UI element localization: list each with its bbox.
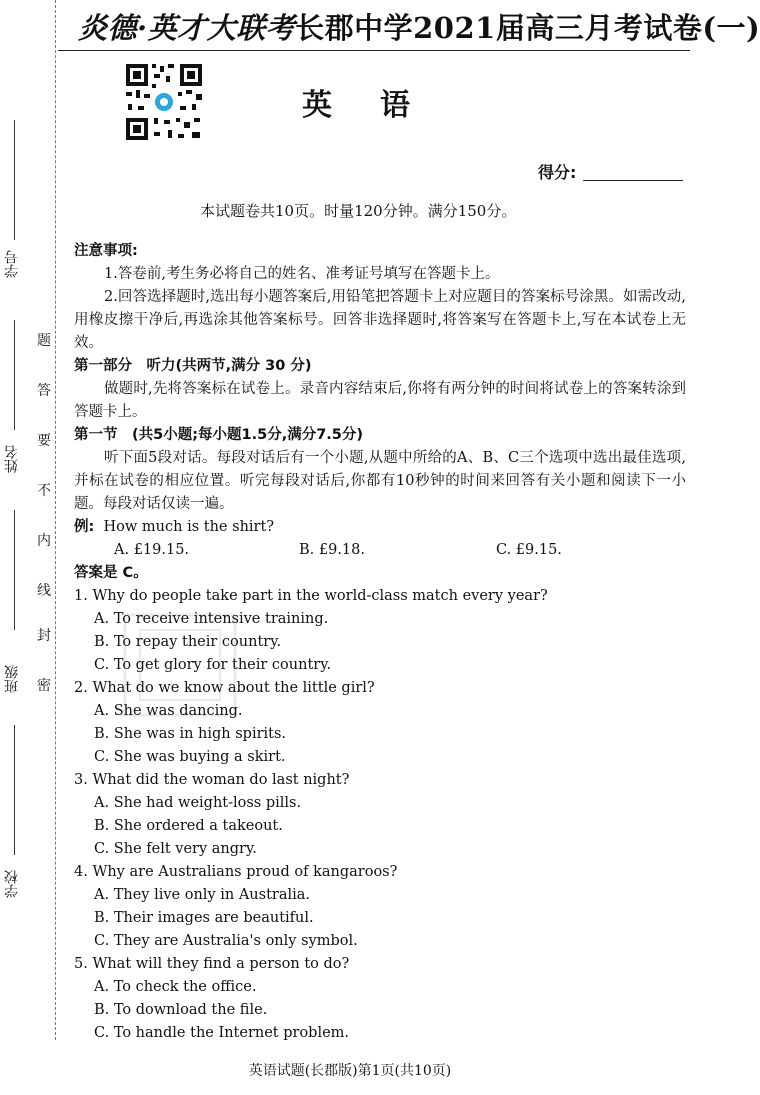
question-text: 4. Why are Australians proud of kangaroos? [74,864,398,880]
notice-title: 注意事项: [74,243,138,259]
question-block [74,769,686,861]
option: A. £19.15. [114,542,190,558]
part1-instruction: 做题时,先将答案标在试卷上。录音内容结束后,你将有两分钟的时间将试卷上的答案转涂到答题卡上。 [74,381,686,420]
school-line [14,725,15,855]
seal-char: 密 [37,678,51,694]
student-id-label: 学号 [4,250,20,278]
option: A. To receive intensive training. [94,611,329,627]
name-label: 姓名 [4,445,20,473]
seal-char: 要 [37,433,51,449]
option: A. She had weight-loss pills. [94,795,302,811]
option: C. She felt very angry. [94,841,257,857]
seal-char: 线 [37,583,51,599]
qr-code-icon [124,62,204,142]
exam-header [78,6,760,46]
option: B. She was in high spirits. [94,726,287,742]
option: A. She was dancing. [94,703,243,719]
binding-dotted-line [55,0,56,1040]
section1-title: 第一节 (共5小题;每小题1.5分,满分7.5分) [74,427,364,443]
section1-instruction: 听下面5段对话。每段对话后有一个小题,从题中所给的A、B、C三个选项中选出最佳选项,并标在试卷的相应位置。听完每段对话后,你都有10秒钟的时间来回答有关小题和阅读下一小题。每段对话仅读一遍。 [74,450,686,512]
exam-body [74,240,686,1045]
option: B. To download the file. [94,1002,268,1018]
option: B. Their images are beautiful. [94,910,314,926]
example-text: How much is the shirt? [103,519,275,535]
exam-title: 长郡中学2021届高三月考试卷(一) [295,11,760,45]
exam-intro: 本试题卷共10页。时量120分钟。满分150分。 [200,202,517,220]
name-line [14,320,15,430]
option: B. To repay their country. [94,634,282,650]
part1-title: 第一部分 听力(共两节,满分 30 分) [74,358,312,374]
question-text: 2. What do we know about the little girl? [74,680,375,696]
question-text: 3. What did the woman do last night? [74,772,350,788]
seal-char: 不 [37,483,51,499]
question-block [74,585,686,677]
example-options [74,539,686,562]
example-answer: 答案是 C。 [74,565,148,581]
student-id-line [14,120,15,240]
school-label: 学校 [4,870,20,898]
question-block [74,861,686,953]
seal-char: 封 [37,628,51,644]
notice-item: 1.答卷前,考生务必将自己的姓名、准考证号填写在答题卡上。 [104,266,500,282]
page-footer: 英语试题(长郡版)第1页(共10页) [248,1063,452,1079]
notice-item: 2.回答选择题时,选出每小题答案后,用铅笔把答题卡上对应题目的答案标号涂黑。如需改动,用橡皮擦干净后,再选涂其他答案标号。回答非选择题时,将答案写在答题卡上,写在本试卷上无效。 [74,289,686,351]
option: A. To check the office. [94,979,257,995]
option: C. £9.15. [496,542,562,558]
class-line [14,510,15,630]
class-label: 班级 [4,665,20,693]
subject-title: 英语 [302,88,458,123]
seal-char: 答 [37,383,51,399]
seal-char: 题 [37,333,51,349]
option: C. They are Australia's only symbol. [94,933,358,949]
option: C. To handle the Internet problem. [94,1025,350,1041]
option: A. They live only in Australia. [94,887,311,903]
option: C. To get glory for their country. [94,657,332,673]
seal-char: 内 [37,533,51,549]
option: B. £9.18. [299,542,365,558]
brand-name: 炎德·英才大联考 [78,11,296,45]
question-block [74,677,686,769]
option: C. She was buying a skirt. [94,749,286,765]
option: B. She ordered a takeout. [94,818,283,834]
header-rule [58,50,690,51]
score-blank [583,180,683,181]
question-text: 5. What will they find a person to do? [74,956,350,972]
example-question [74,516,686,539]
score-label: 得分: [538,163,577,182]
question-block [74,953,686,1045]
example-label: 例: [74,519,95,535]
question-text: 1. Why do people take part in the world-class match every year? [74,588,548,604]
